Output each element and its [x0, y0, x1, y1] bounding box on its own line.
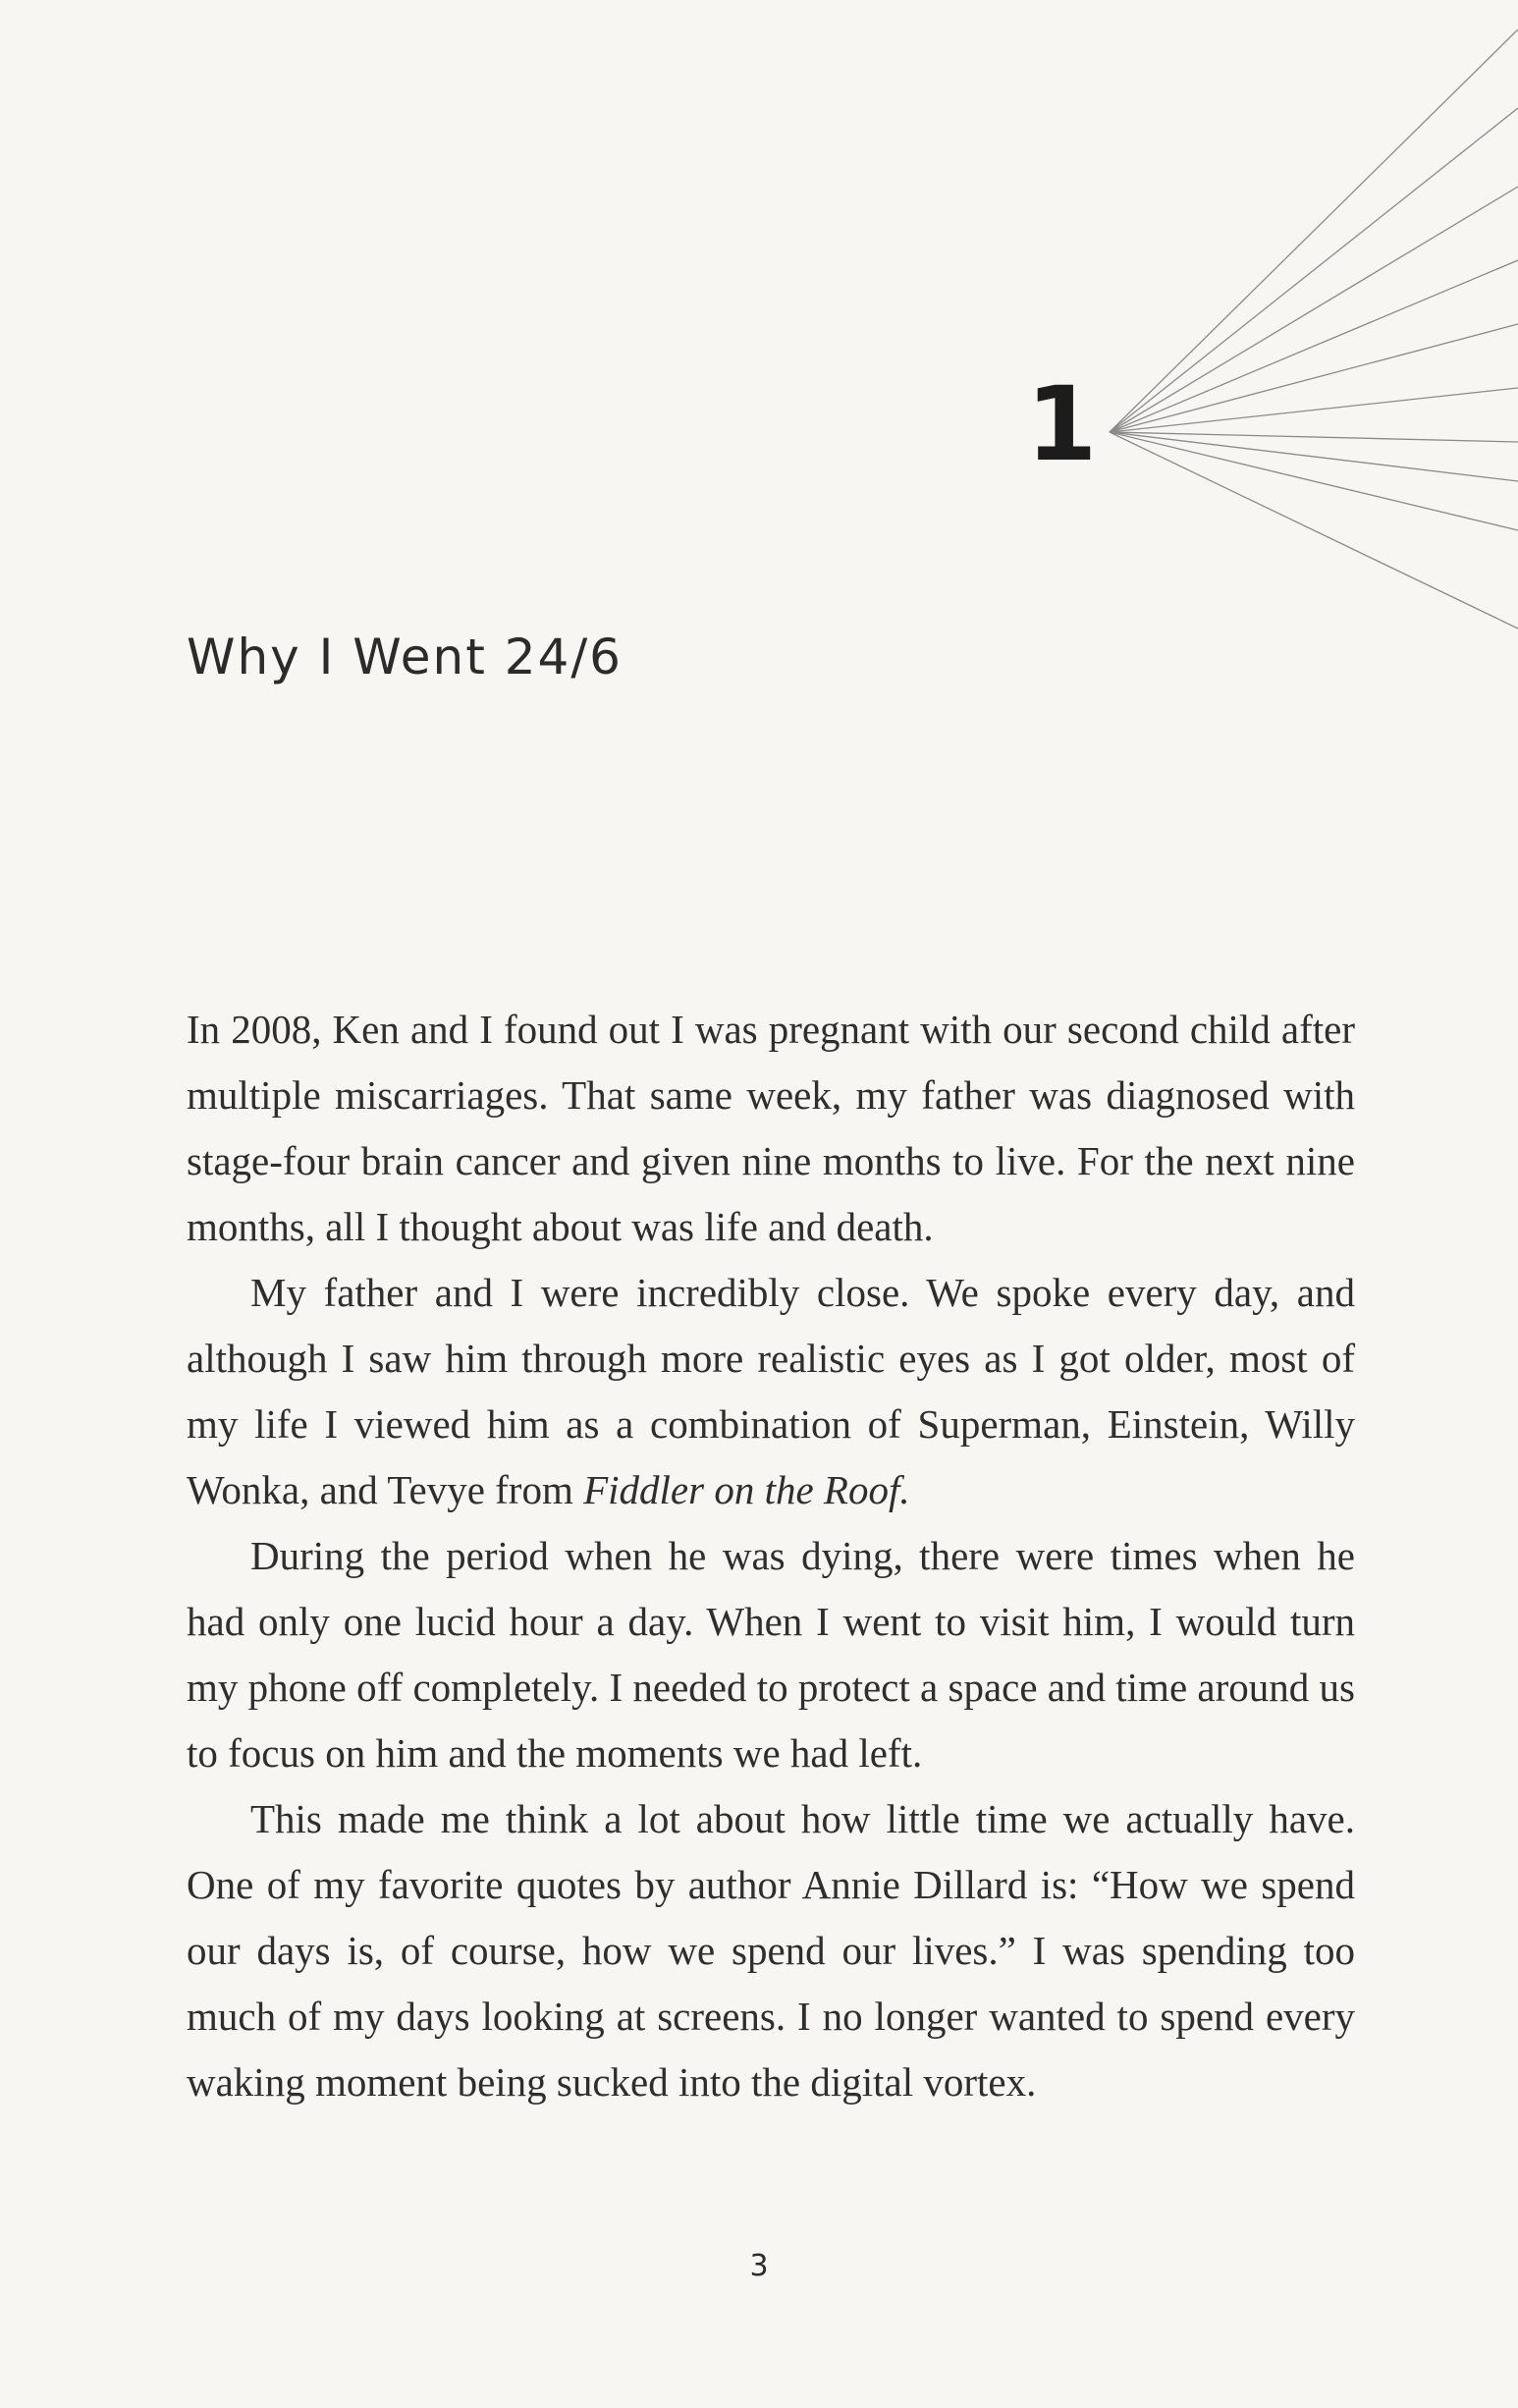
decorative-rays-graphic [0, 0, 1518, 687]
body-text [187, 997, 1355, 2115]
paragraph-3: During the period when he was dying, there were times when he had only one lucid hour a day. When I went to visit him, I would turn my phone off completely. I needed to protect a space and time around us to focus on him and the moments we had left. [187, 1533, 1355, 1776]
paragraph-1: In 2008, Ken and I found out I was pregnant with our second child after multiple miscarriages. That same week, my father was diagnosed with stage-four brain cancer and given nine months to live. For the next nine months, all I thought about was life and death. [187, 1007, 1355, 1249]
chapter-number: 1 [1026, 364, 1098, 484]
paragraph-4: This made me think a lot about how little time we actually have. One of my favorite quotes by author Annie Dillard is: “How we spend our days is, of course, how we spend our lives.” I was spending too much of my days looking at screens. I no longer wanted to spend every waking moment being sucked into the digital vortex. [187, 1796, 1355, 2105]
chapter-title: Why I Went 24/6 [187, 629, 623, 685]
book-title-italic: Fiddler on the Roof. [583, 1467, 910, 1512]
paragraph-2-text: My father and I were incredibly close. We spoke every day, and although I saw him through more realistic eyes as I got older, most of my life I viewed him as a combination of Superman, Einstein, Willy Wonka, and Tevye from [187, 1270, 1355, 1512]
page-number: 3 [749, 2249, 769, 2283]
paragraph-2 [187, 1260, 1355, 1523]
